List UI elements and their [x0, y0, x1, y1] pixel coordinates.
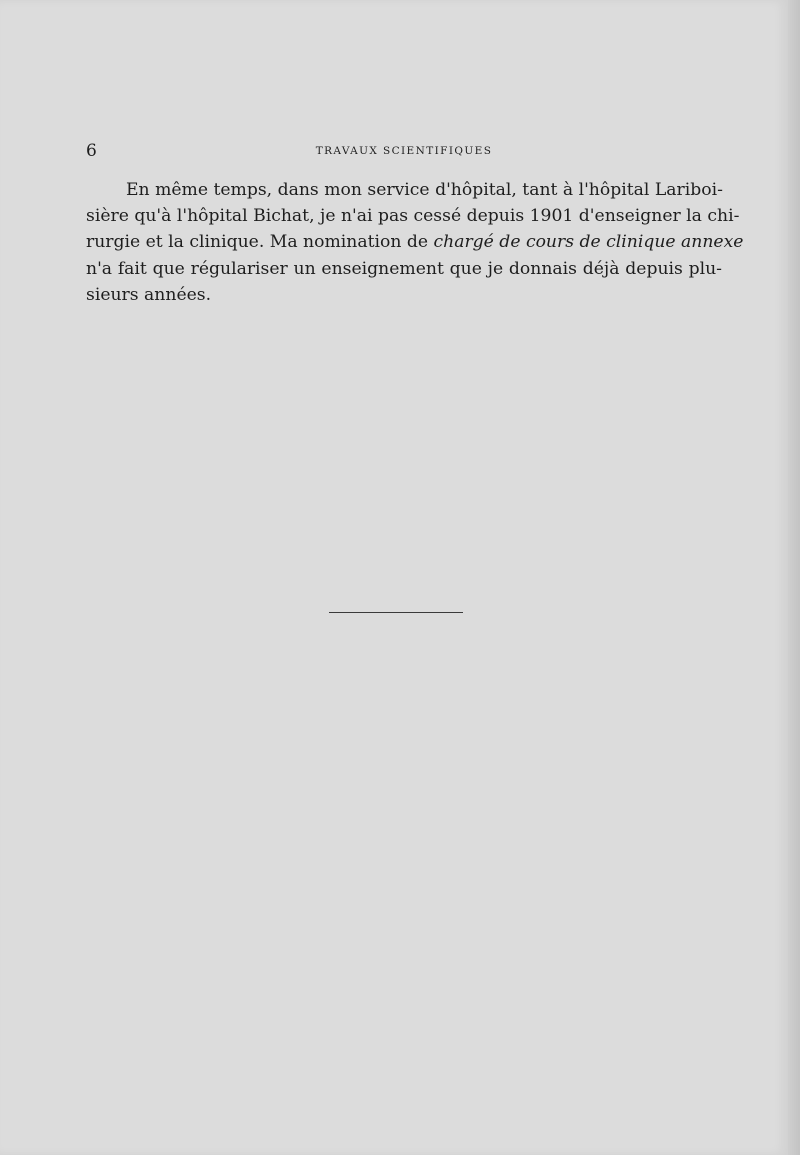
- section-end-rule: [329, 612, 463, 613]
- running-head: [86, 141, 722, 161]
- text-line: sieurs années.: [86, 284, 212, 305]
- italic-phrase: chargé de cours de clinique annexe: [433, 232, 744, 253]
- text-line: [86, 229, 744, 255]
- text-segment: rurgie et la clinique. Ma nomination de: [86, 232, 434, 253]
- page-edge-shadow: [788, 0, 800, 1155]
- running-title: TRAVAUX SCIENTIFIQUES: [315, 145, 493, 157]
- text-line: sière qu'à l'hôpital Bichat, je n'ai pas cessé depuis 1901 d'enseigner la chi-: [86, 206, 740, 227]
- text-line: n'a fait que régulariser un enseignement que je donnais déjà depuis plu-: [86, 258, 722, 279]
- body-paragraph: [86, 177, 744, 308]
- text-line: En même temps, dans mon service d'hôpital, tant à l'hôpital Lariboi-: [126, 180, 723, 200]
- page-number: 6: [86, 141, 97, 161]
